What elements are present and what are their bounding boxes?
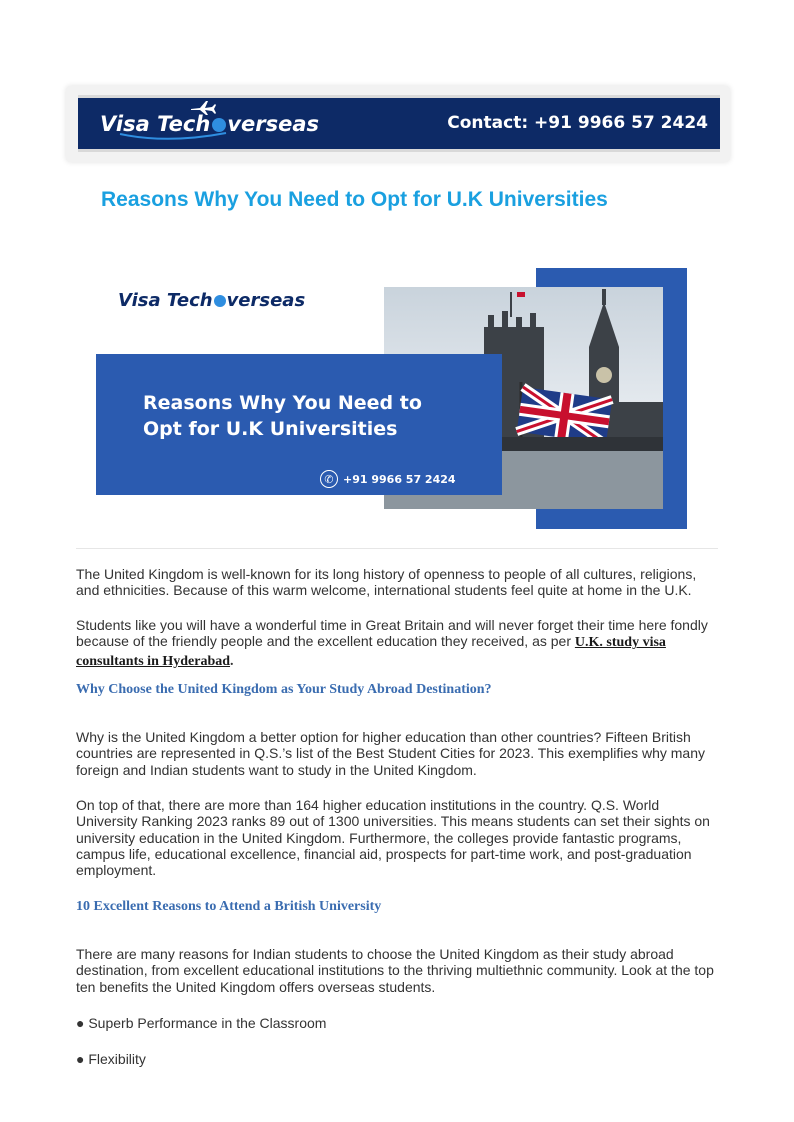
hero-phone: ✆ +91 9966 57 2424	[320, 470, 456, 488]
paragraph-why-uk: Why is the United Kingdom a better option for higher education than other countries? Fifteen British countries are represented in Q.S.’s list of the Best Student Cities for 2023. This exemplifies why many foreign and Indian students want to study in the United Kingdom.	[76, 729, 706, 778]
header-banner	[78, 95, 720, 152]
uk-visa-consultants-link[interactable]: U.K. study visa consultants in Hyderabad	[76, 635, 666, 669]
hero-brand-logo: Visa Tech verseas	[118, 290, 306, 311]
hero-headline-box	[96, 354, 502, 495]
page-title: Reasons Why You Need to Opt for U.K Universities	[101, 188, 608, 211]
brand-logo: Visa Tech verseas	[100, 112, 320, 136]
clock-face	[596, 367, 612, 383]
header-contact: Contact: +91 9966 57 2424	[447, 113, 708, 133]
paragraph-reasons: There are many reasons for Indian students to choose the United Kingdom as their study abroad destination, from excellent educational institutions to the thriving multiethnic community. Look at the top ten benefits the United Kingdom offers overseas students.	[76, 946, 714, 995]
globe-icon	[214, 295, 226, 307]
paragraph-institutions: On top of that, there are more than 164 higher education institutions in the country. Q.S. World University Ranking 2023 ranks 89 out of 1300 universities. This means students can set their sights on university education in the United Kingdom. Furthermore, the colleges provide fantastic programs, campus life, educational excellence, financial aid, prospects for part-time work, and post-graduation employment.	[76, 797, 710, 879]
paragraph-students: Students like you will have a wonderful time in Great Britain and will never forget their time here fondly because of the friendly people and the excellent education they received, as per U.K. study visa consultants in Hyderabad.	[76, 617, 708, 669]
divider	[76, 548, 718, 549]
phone-icon: ✆	[320, 470, 338, 488]
section-heading-reasons: 10 Excellent Reasons to Attend a British University	[76, 899, 382, 914]
hero-headline: Reasons Why You Need to Opt for U.K Universities	[143, 392, 422, 440]
logo-swoosh	[118, 130, 228, 144]
list-item: ● Flexibility	[76, 1051, 146, 1067]
paragraph-intro: The United Kingdom is well-known for its long history of openness to people of all cultures, religions, and ethnicities. Because of this warm welcome, international students feel quite at home in the U.K.	[76, 566, 697, 599]
hero-image	[96, 266, 696, 536]
list-item: ● Superb Performance in the Classroom	[76, 1015, 327, 1031]
section-heading-why-uk: Why Choose the United Kingdom as Your Study Abroad Destination?	[76, 682, 492, 697]
